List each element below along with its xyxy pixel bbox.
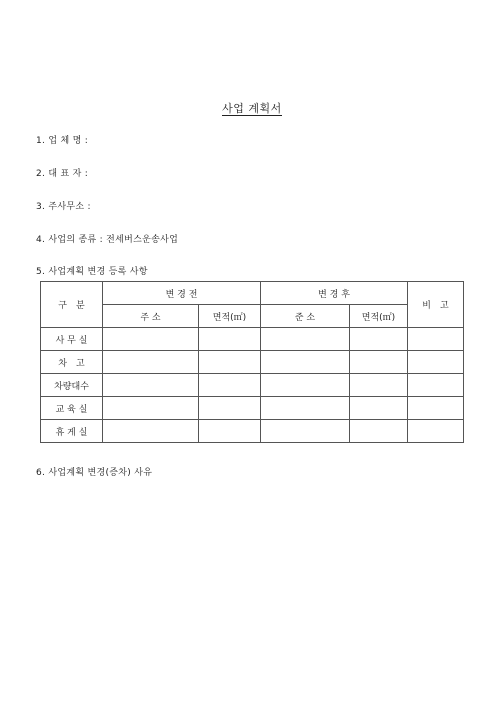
row-label-training-room: 교 육 실 [41, 397, 103, 420]
header-before-change: 변 경 전 [103, 282, 261, 305]
representative-line: 2. 대 표 자 : [36, 169, 89, 179]
cell-remarks [408, 420, 464, 443]
change-registration-table [40, 281, 464, 443]
cell-area-after [350, 374, 408, 397]
table-header-row-2 [41, 305, 464, 328]
change-reason-heading: 6. 사업계획 변경(증차) 사유 [36, 468, 153, 478]
cell-address-before [103, 374, 199, 397]
header-after-change: 변 경 후 [261, 282, 408, 305]
row-label-rest-room: 휴 게 실 [41, 420, 103, 443]
cell-address-after [261, 374, 350, 397]
cell-address-after [261, 328, 350, 351]
cell-area-after [350, 420, 408, 443]
cell-area-after [350, 351, 408, 374]
header-remarks: 비 고 [408, 282, 464, 328]
row-label-garage: 차 고 [41, 351, 103, 374]
cell-address-before [103, 328, 199, 351]
company-name-line: 1. 업 체 명 : [36, 136, 89, 146]
cell-area-before [199, 397, 261, 420]
cell-area-after [350, 328, 408, 351]
change-registration-heading: 5. 사업계획 변경 등록 사항 [36, 267, 148, 277]
document-title-text: 사업 계획서 [222, 102, 282, 115]
header-area-after: 면적(㎡) [350, 305, 408, 328]
cell-area-before [199, 328, 261, 351]
header-area-before: 면적(㎡) [199, 305, 261, 328]
document-title [0, 100, 504, 116]
cell-remarks [408, 351, 464, 374]
header-category: 구 분 [41, 282, 103, 328]
cell-address-after [261, 351, 350, 374]
table-header-row-1 [41, 282, 464, 305]
cell-area-before [199, 351, 261, 374]
header-address-before: 주 소 [103, 305, 199, 328]
cell-remarks [408, 374, 464, 397]
table-row [41, 374, 464, 397]
cell-address-after [261, 397, 350, 420]
table-row [41, 420, 464, 443]
table-row [41, 328, 464, 351]
cell-address-after [261, 420, 350, 443]
cell-area-after [350, 397, 408, 420]
row-label-office: 사 무 실 [41, 328, 103, 351]
row-label-vehicle-count: 차량대수 [41, 374, 103, 397]
cell-remarks [408, 328, 464, 351]
cell-area-before [199, 420, 261, 443]
business-type-line: 4. 사업의 종류 : 전세버스운송사업 [36, 235, 179, 245]
cell-address-before [103, 397, 199, 420]
cell-area-before [199, 374, 261, 397]
main-office-line: 3. 주사무소 : [36, 202, 91, 212]
cell-address-before [103, 420, 199, 443]
header-address-after: 준 소 [261, 305, 350, 328]
table-row [41, 397, 464, 420]
cell-address-before [103, 351, 199, 374]
table-row [41, 351, 464, 374]
cell-remarks [408, 397, 464, 420]
